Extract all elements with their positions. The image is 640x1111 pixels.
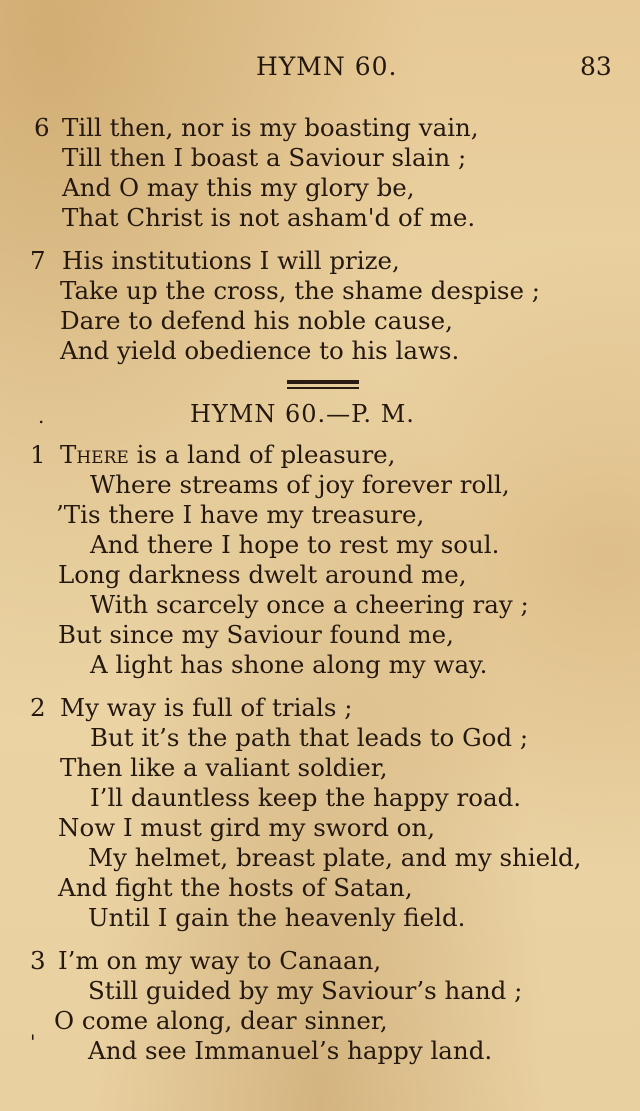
printer-mark: . (38, 404, 45, 428)
verse-line: Until I gain the heavenly field. (88, 903, 466, 932)
verse-line: And there I hope to rest my soul. (90, 530, 500, 559)
verse-line: Still guided by my Saviour’s hand ; (88, 976, 523, 1005)
verse-line: And O may this my glory be, (62, 173, 415, 202)
verse-line: Where streams of joy forever roll, (90, 470, 510, 499)
verse-line: I’ll dauntless keep the happy road. (90, 783, 522, 812)
printer-mark: ' (30, 1030, 36, 1054)
first-line-rest: is a land of pleasure, (128, 440, 396, 469)
stanza-number: 7 (30, 246, 46, 275)
verse-line: ’Tis there I have my treasure, (56, 500, 425, 529)
verse-line: And fight the hosts of Satan, (58, 873, 413, 902)
verse-line: My way is full of trials ; (60, 693, 353, 722)
verse-line: But since my Saviour found me, (58, 620, 454, 649)
hymn-title: HYMN 60.—P. M. (190, 400, 415, 428)
stanza-number: 6 (34, 113, 50, 142)
verse-line: Till then I boast a Saviour slain ; (62, 143, 467, 172)
verse-line: And see Immanuel’s happy land. (88, 1036, 493, 1065)
verse-line: That Christ is not asham'd of me. (62, 203, 476, 232)
section-rule (287, 380, 359, 384)
verse-line: His institutions I will prize, (62, 246, 400, 275)
verse-line: But it’s the path that leads to God ; (90, 723, 529, 752)
verse-line: Now I must gird my sword on, (58, 813, 435, 842)
stanza-number: 2 (30, 693, 46, 722)
verse-line: Dare to defend his noble cause, (60, 306, 453, 335)
section-rule-thin (287, 387, 359, 389)
stanza-number: 3 (30, 946, 46, 975)
page-header (0, 52, 640, 88)
verse-line: With scarcely once a cheering ray ; (90, 590, 529, 619)
verse-line: Then like a valiant soldier, (60, 753, 388, 782)
first-word: There (60, 440, 129, 469)
verse-line: Till then, nor is my boasting vain, (62, 113, 479, 142)
verse-line: Long darkness dwelt around me, (58, 560, 467, 589)
stanza-number: 1 (30, 440, 46, 469)
verse-line: O come along, dear sinner, (54, 1006, 388, 1035)
verse-line: My helmet, breast plate, and my shield, (88, 843, 582, 872)
page-number: 83 (580, 52, 612, 81)
verse-line: I’m on my way to Canaan, (58, 946, 382, 975)
verse-line: A light has shone along my way. (90, 650, 488, 679)
verse-line: And yield obedience to his laws. (60, 336, 460, 365)
verse-line-first (60, 440, 395, 470)
running-title: HYMN 60. (256, 52, 398, 81)
verse-line: Take up the cross, the shame despise ; (60, 276, 541, 305)
